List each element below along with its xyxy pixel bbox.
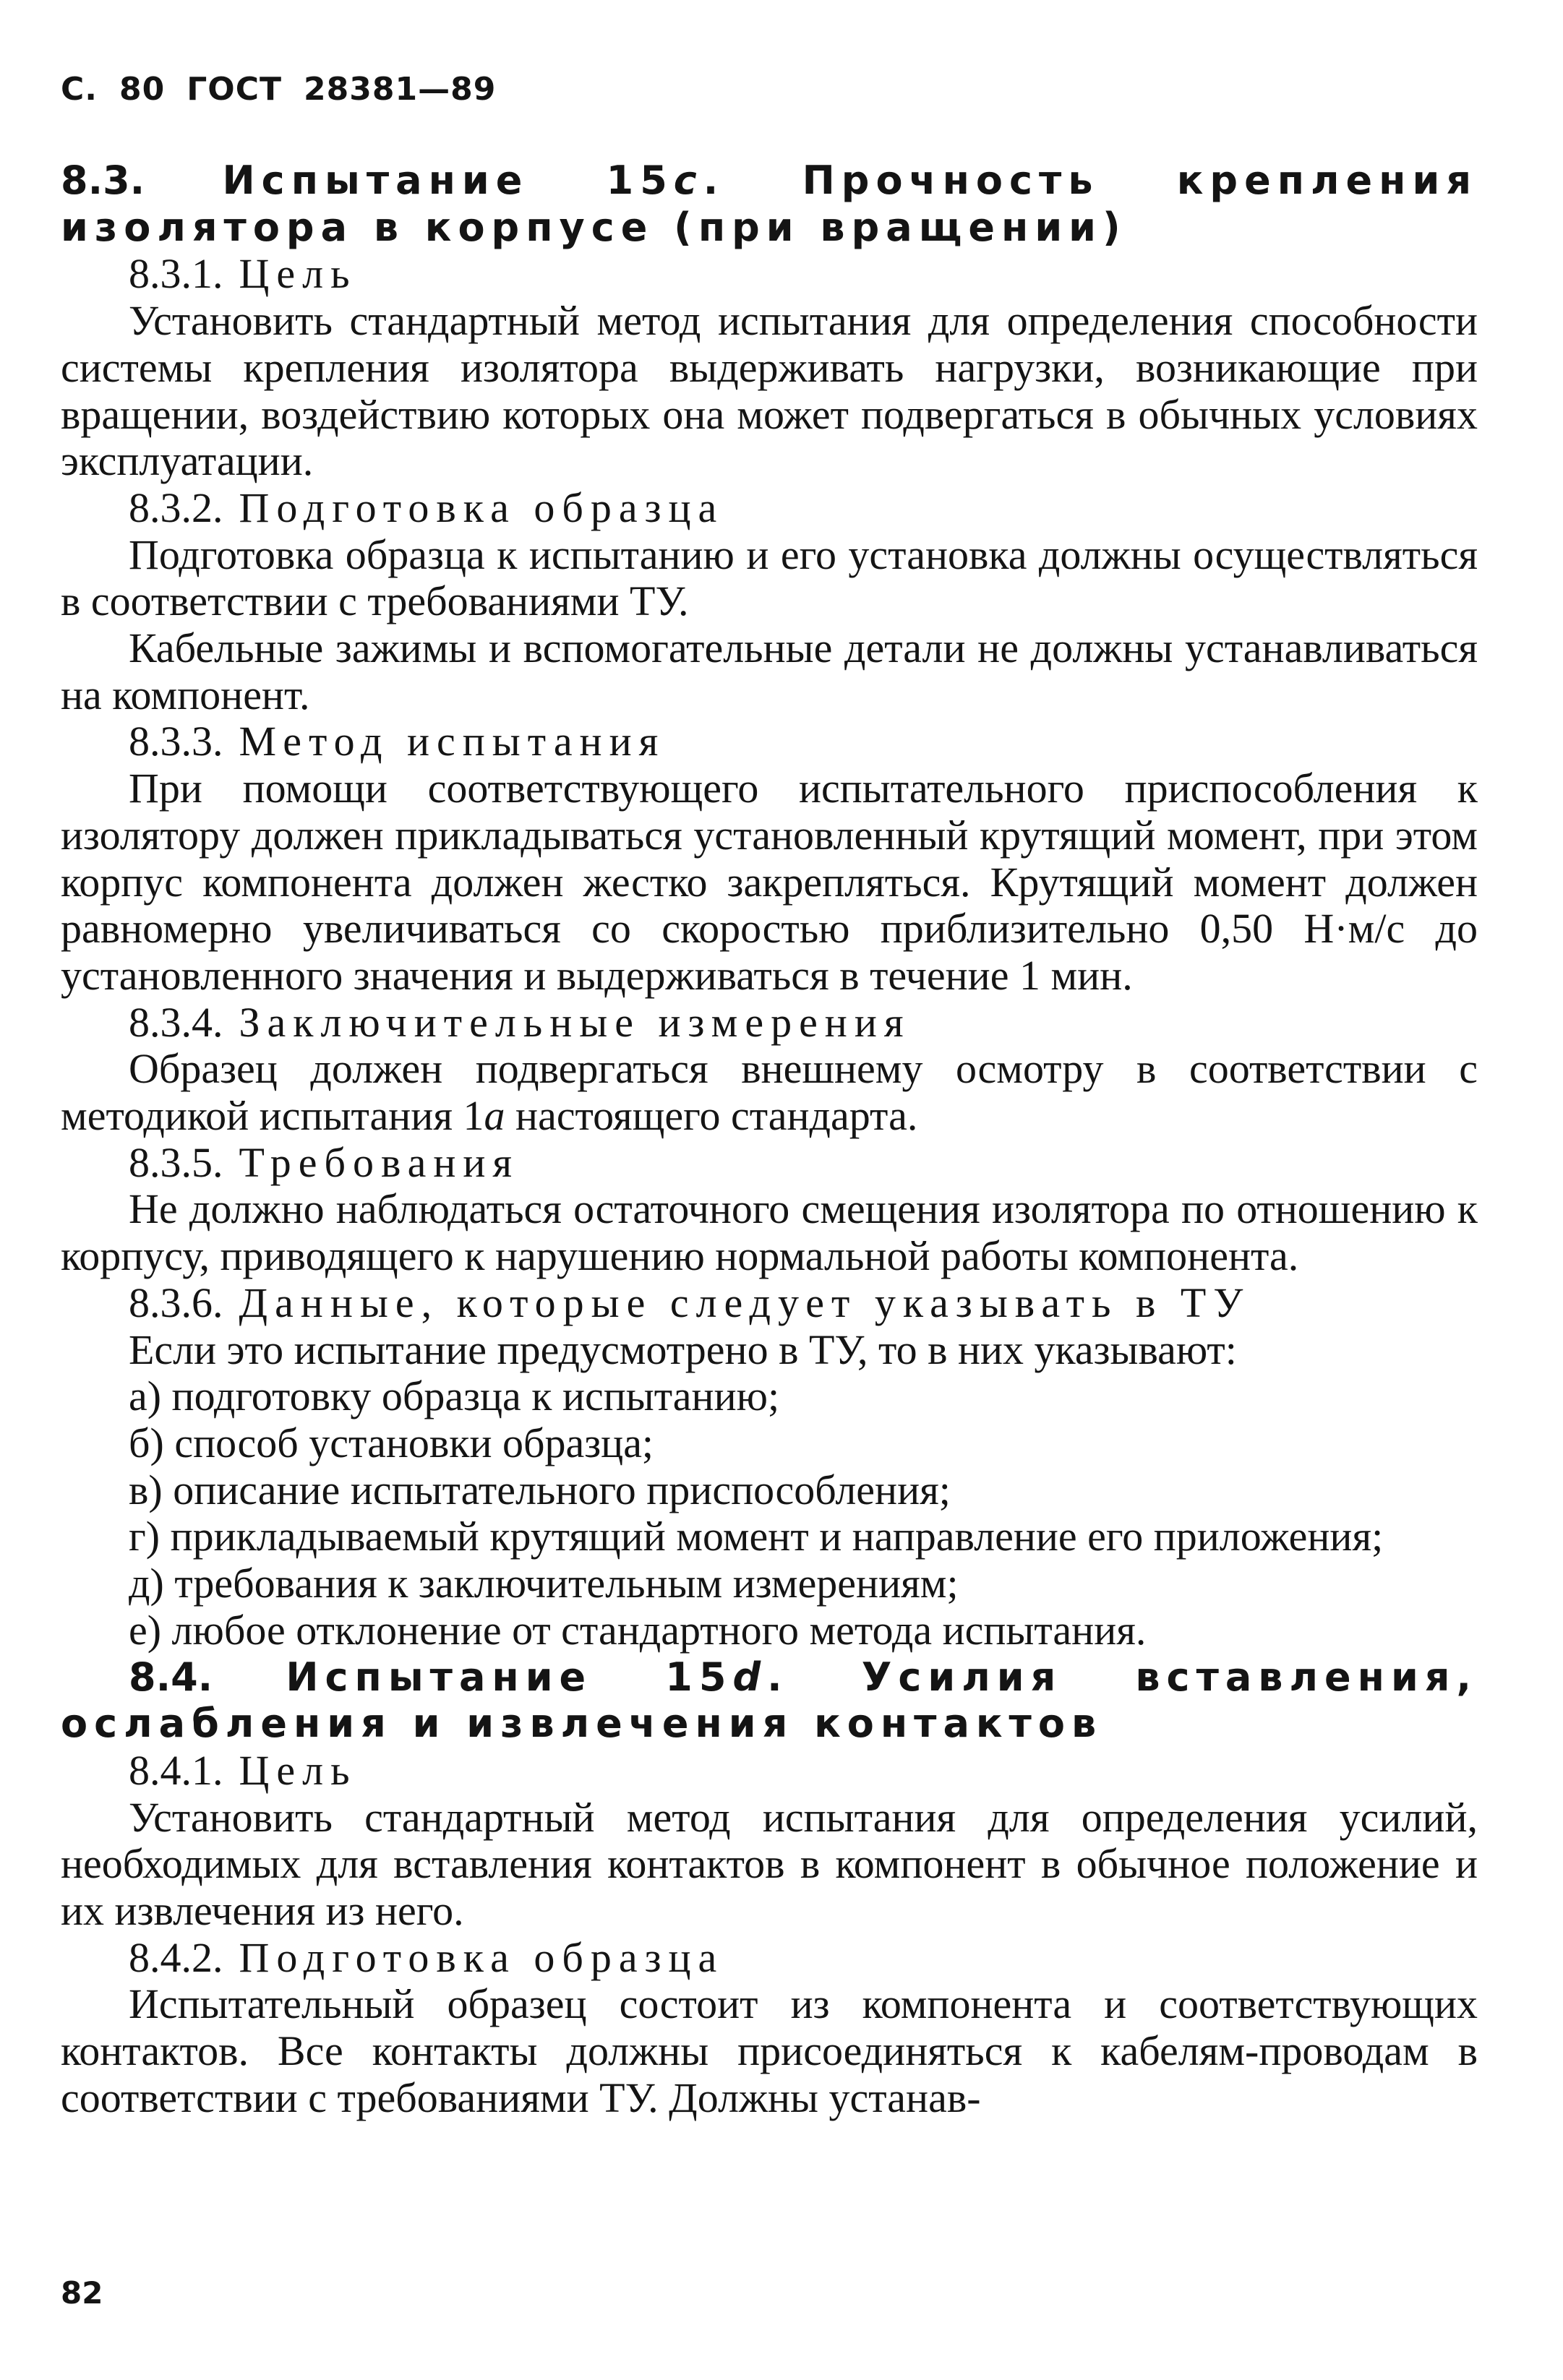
section-8-4-2-heading: 8.4.2. Подготовка образца	[129, 1933, 724, 1981]
section-8-4-1-text: Установить стандартный метод испытания для определения усилий, необходимых для вставления контактов в компонент в обычное положение и их извлечения из него.	[61, 1793, 1478, 1935]
section-8-3-4-text: Образец должен подвергаться внешнему осмотру в соответствии с методикой испытания 1a настоящего стандарта.	[61, 1045, 1478, 1140]
list-item: а) подготовку образца к испытанию;	[129, 1372, 780, 1420]
section-8-3-3-heading: 8.3.3. Метод испытания	[129, 718, 666, 765]
list-item: б) способ установки образца;	[129, 1419, 654, 1466]
section-8-3-1-text: Установить стандартный метод испытания для определения способности системы крепления изолятора выдерживать нагрузки, возникающие при вращении, воздействию которых она может подвергаться в обычных условиях эксплуатации.	[61, 297, 1478, 485]
list-item: д) требования к заключительным измерениям;	[129, 1560, 959, 1607]
list-item: в) описание испытательного приспособления;	[129, 1466, 951, 1513]
page-prefix: С.	[61, 71, 98, 108]
section-8-3-5-text: Не должно наблюдаться остаточного смещения изолятора по отношению к корпусу, приводящего к нарушению нормальной работы компонента.	[61, 1185, 1478, 1280]
section-8-3-6-heading: 8.3.6. Данные, которые следует указывать в ТУ	[129, 1279, 1251, 1326]
section-8-4-2-text: Испытательный образец состоит из компонента и соответствующих контактов. Все контакты должны присоединяться к кабелям-проводам в соответствии с требованиями ТУ. Должны устанав-	[61, 1980, 1478, 2121]
section-8-4-heading: 8.4. Испытание 15d. Усилия вставления, ослабления и извлечения контактов	[61, 1654, 1478, 1747]
page-number-running: 80	[119, 71, 166, 108]
section-8-3-6-intro: Если это испытание предусмотрено в ТУ, то в них указывают:	[129, 1326, 1237, 1373]
section-8-3-2-heading: 8.3.2. Подготовка образца	[129, 484, 724, 531]
section-8-3-heading: 8.3. Испытание 15c. Прочность крепления изолятора в корпусе (при вращении)	[61, 158, 1478, 250]
list-item: е) любое отклонение от стандартного метода испытания.	[129, 1606, 1147, 1654]
section-8-3-1-heading: 8.3.1. Цель	[129, 250, 357, 298]
section-8-3-3-text: При помощи соответствующего испытательного приспособления к изолятору должен прикладываться установленный крутящий момент, при этом корпус компонента должен жестко закрепляться. Крутящий момент должен равномерно увеличиваться со скоростью приблизительно 0,50 Н·м/с до установленного значения и выдерживаться в течение 1 мин.	[61, 765, 1478, 999]
standard-number: 28381—89	[304, 71, 497, 108]
gost-label: ГОСТ	[187, 71, 282, 108]
document-body	[61, 158, 1478, 2122]
section-8-3-4-heading: 8.3.4. Заключительные измерения	[129, 998, 911, 1046]
section-8-3-5-heading: 8.3.5. Требования	[129, 1138, 520, 1186]
section-8-3-2-text-1: Подготовка образца к испытанию и его установка должны осуществляться в соответствии с требованиями ТУ.	[61, 530, 1478, 625]
section-8-4-1-heading: 8.4.1. Цель	[129, 1746, 357, 1794]
page-number: 82	[61, 2275, 103, 2311]
page-header	[61, 71, 496, 108]
section-8-3-2-text-2: Кабельные зажимы и вспомогательные детали не должны устанавливаться на компонент.	[61, 624, 1478, 718]
list-item: г) прикладываемый крутящий момент и направление его приложения;	[129, 1513, 1384, 1560]
